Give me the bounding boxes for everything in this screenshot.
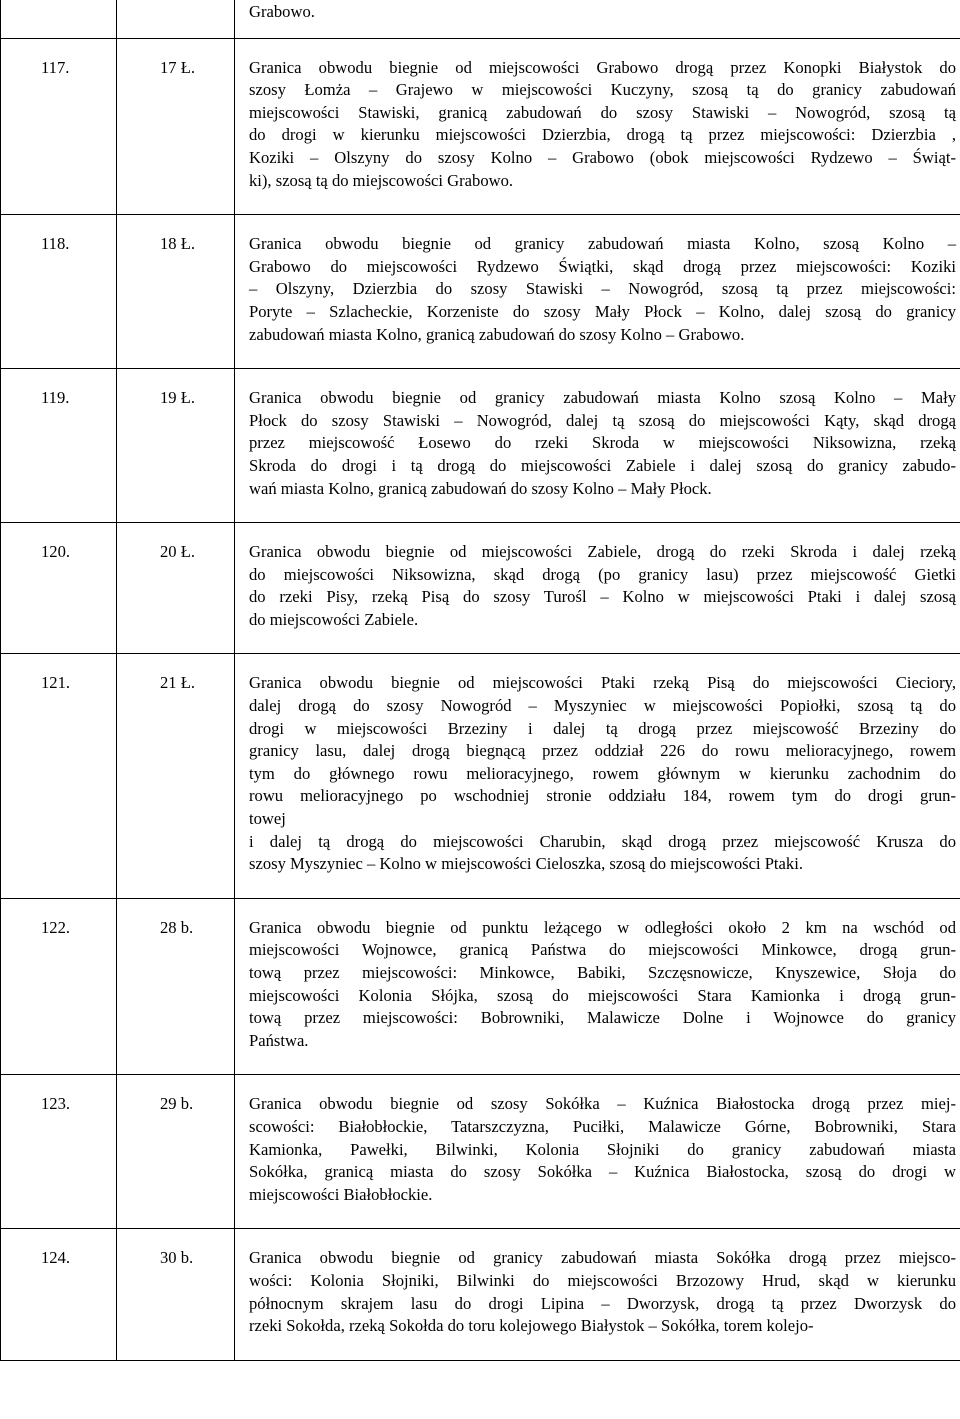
district-code-cell	[117, 898, 235, 1075]
boundary-description	[235, 215, 960, 368]
row-number-cell	[1, 898, 117, 1075]
boundary-description-cell	[235, 654, 960, 898]
description-line: Granica obwodu biegnie od granicy zabudowań miasta Kolno szosą Kolno – Mały	[249, 388, 956, 408]
table-body	[1, 0, 960, 1360]
description-line: miejscowości Wojnowce, granicą Państwa do miejscowości Minkowce, drogą grun-	[249, 940, 956, 960]
description-line: Państwa.	[249, 1030, 309, 1050]
description-line: Poryte – Szlacheckie, Korzeniste do szosy Mały Płock – Kolno, dalej szosą do granicy	[249, 301, 956, 321]
boundary-description	[235, 0, 960, 38]
boundary-description-cell	[235, 898, 960, 1075]
boundary-description	[235, 39, 960, 215]
district-code: 28 b.	[160, 917, 194, 937]
table-row	[1, 523, 960, 654]
boundary-description	[235, 1075, 960, 1228]
district-code	[117, 0, 234, 15]
boundary-description-cell	[235, 523, 960, 654]
description-line: miejscowości Białobłockie.	[249, 1184, 433, 1204]
row-number: 119.	[41, 388, 70, 408]
table-row	[1, 0, 960, 38]
row-number: 121.	[41, 673, 71, 693]
description-line: Granica obwodu biegnie od punktu leżącego w odległości około 2 km na wschód od	[249, 917, 956, 937]
row-number-cell	[1, 0, 117, 38]
description-line: tową przez miejscowości: Bobrowniki, Malawicze Dolne i Wojnowce do granicy	[249, 1008, 956, 1028]
description-line: scowości: Białobłockie, Tatarszczyzna, Puciłki, Malawicze Górne, Bobrowniki, Stara	[249, 1116, 956, 1136]
description-line: tową przez miejscowości: Minkowce, Babiki, Szczęsnowicze, Knyszewice, Słoja do	[249, 963, 956, 982]
district-code: 17 Ł.	[160, 57, 196, 77]
description-line: wań miasta Kolno, granicą zabudowań do szosy Kolno – Mały Płock.	[249, 478, 712, 498]
description-line: Skroda do drogi i tą drogą do miejscowości Zabiele i dalej szosą do granicy zabudo-	[249, 455, 956, 475]
row-number	[1, 0, 116, 15]
description-line: miejscowości Stawiski, granicą zabudowań do szosy Stawiski – Nowogród, szosą tą	[249, 102, 956, 122]
description-line: do miejscowości Zabiele.	[249, 609, 419, 629]
district-code-cell	[117, 369, 235, 523]
description-line: Granica obwodu biegnie od granicy zabudowań miasta Kolno, szosą Kolno –	[249, 234, 956, 254]
description-line: północnym skrajem lasu do drogi Lipina – Dworzysk, drogą tą przez Dworzysk do	[249, 1293, 956, 1313]
district-code-cell	[117, 523, 235, 654]
description-line: ki), szosą tą do miejscowości Grabowo.	[249, 170, 514, 190]
description-line: dalej drogą do szosy Nowogród – Myszyniec w miejscowości Popiołki, szosą tą do	[249, 696, 956, 716]
description-line: granicy lasu, dalej drogą biegnącą przez oddział 226 do rowu melioracyjnego, rowem	[249, 741, 956, 761]
description-line: szosy Myszyniec – Kolno w miejscowości Cieloszka, szosą do miejscowości Ptaki.	[249, 854, 803, 874]
boundary-description-cell	[235, 0, 960, 38]
boundary-description	[235, 654, 960, 897]
district-code: 29 b.	[160, 1094, 194, 1114]
description-line: rzeki Sokołda, rzeką Sokołda do toru kolejowego Białystok – Sokółka, torem kolejo-	[249, 1316, 814, 1336]
table-row	[1, 1229, 960, 1360]
row-number-cell	[1, 523, 117, 654]
description-line: rowu melioracyjnego po wschodniej stronie oddziału 184, rowem tym do drogi grun-	[249, 786, 956, 806]
description-line: Granica obwodu biegnie od szosy Sokółka – Kuźnica Białostocka drogą przez miej-	[249, 1094, 956, 1114]
description-line: do drogi w kierunku miejscowości Dzierzbia, drogą tą przez miejscowości: Dzierzbia ,	[249, 125, 956, 145]
boundary-description-cell	[235, 215, 960, 369]
description-line: drogi w miejscowości Brzeziny i dalej tą drogą przez miejscowość Brzeziny do	[249, 718, 956, 738]
row-number: 120.	[41, 542, 71, 562]
description-line: zabudowań miasta Kolno, granicą zabudowań do szosy Kolno – Grabowo.	[249, 324, 745, 344]
district-code: 30 b.	[160, 1248, 194, 1268]
boundary-description-cell	[235, 1075, 960, 1229]
district-code-cell	[117, 654, 235, 898]
boundary-description	[235, 899, 960, 1075]
row-number: 118.	[41, 234, 70, 254]
district-code-cell	[117, 38, 235, 215]
district-code-cell	[117, 0, 235, 38]
boundary-description	[235, 369, 960, 522]
description-line: szosy Łomża – Grajewo w miejscowości Kuczyny, szosą tą do granicy zabudowań	[249, 80, 956, 100]
boundary-description	[235, 523, 960, 653]
row-number-cell	[1, 215, 117, 369]
description-line: towej	[249, 809, 286, 829]
description-line: przez miejscowość Łosewo do rzeki Skroda w miejscowości Niksowizna, rzeką	[249, 433, 956, 453]
description-line: – Olszyny, Dzierzbia do szosy Stawiski – Nowogród, szosą tą przez miejscowości:	[249, 279, 956, 299]
boundary-description-cell	[235, 369, 960, 523]
description-line: Kamionka, Pawełki, Bilwinki, Kolonia Słojniki do granicy zabudowań miasta	[249, 1139, 956, 1159]
row-number-cell	[1, 1229, 117, 1360]
row-number: 123.	[41, 1094, 71, 1114]
row-number-cell	[1, 369, 117, 523]
table-row	[1, 369, 960, 523]
district-code: 19 Ł.	[160, 388, 196, 408]
district-code: 18 Ł.	[160, 234, 196, 254]
boundary-description-cell	[235, 38, 960, 215]
description-line: wości: Kolonia Słojniki, Bilwinki do miejscowości Brzozowy Hrud, skąd w kierunku	[249, 1270, 956, 1290]
row-number: 122.	[41, 917, 71, 937]
table-row	[1, 898, 960, 1075]
row-number-cell	[1, 38, 117, 215]
table-row	[1, 1075, 960, 1229]
description-line: do rzeki Pisy, rzeką Pisą do szosy Turośl – Kolno w miejscowości Ptaki i dalej szosą	[249, 587, 956, 607]
description-line: Koziki – Olszyny do szosy Kolno – Grabowo (obok miejscowości Rydzewo – Świąt-	[249, 147, 956, 167]
row-number: 124.	[41, 1248, 71, 1268]
table-row	[1, 654, 960, 898]
description-line: Granica obwodu biegnie od miejscowości Zabiele, drogą do rzeki Skroda i dalej rzeką	[249, 542, 956, 562]
description-line: Sokółka, granicą miasta do szosy Sokółka – Kuźnica Białostocka, szosą do drogi w	[249, 1162, 956, 1182]
description-line: Granica obwodu biegnie od granicy zabudowań miasta Sokółka drogą przez miejsco-	[249, 1248, 956, 1268]
description-line: do miejscowości Niksowizna, skąd drogą (po granicy lasu) przez miejscowość Gietki	[249, 564, 956, 584]
district-code-cell	[117, 215, 235, 369]
description-line: Grabowo.	[249, 2, 315, 21]
boundary-description	[235, 1229, 960, 1359]
description-line: miejscowości Kolonia Słójka, szosą do miejscowości Stara Kamionka i drogą grun-	[249, 985, 956, 1005]
description-line: i dalej tą drogą do miejscowości Charubin, skąd drogą przez miejscowość Krusza do	[249, 831, 956, 851]
district-code-cell	[117, 1075, 235, 1229]
boundary-description-cell	[235, 1229, 960, 1360]
table-row	[1, 215, 960, 369]
row-number-cell	[1, 654, 117, 898]
description-line: Granica obwodu biegnie od miejscowości Ptaki rzeką Pisą do miejscowości Cieciory,	[249, 673, 956, 693]
district-code: 21 Ł.	[160, 673, 196, 693]
district-code-cell	[117, 1229, 235, 1360]
row-number-cell	[1, 1075, 117, 1229]
description-line: Granica obwodu biegnie od miejscowości Grabowo drogą przez Konopki Białystok do	[249, 57, 956, 77]
district-code: 20 Ł.	[160, 542, 196, 562]
description-line: Grabowo do miejscowości Rydzewo Świątki, skąd drogą przez miejscowości: Koziki	[249, 256, 956, 276]
description-line: Płock do szosy Stawiski – Nowogród, dalej tą szosą do miejscowości Kąty, skąd drogą	[249, 410, 956, 430]
row-number: 117.	[41, 57, 70, 77]
description-line: tym do głównego rowu melioracyjnego, rowem głównym w kierunku zachodnim do	[249, 763, 956, 783]
table-row	[1, 38, 960, 215]
